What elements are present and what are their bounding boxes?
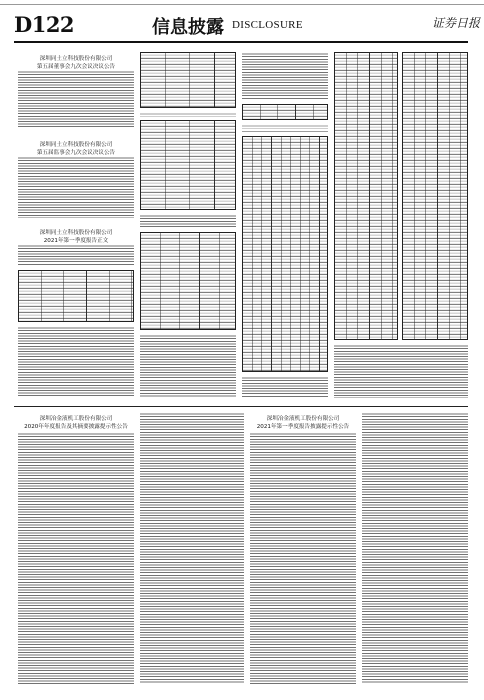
notice-header: [18, 138, 134, 156]
masthead-rule: [14, 41, 468, 43]
article-text: [242, 376, 328, 398]
section-title-en: DISCLOSURE: [232, 19, 303, 31]
notice-title: 2020年年度报告及其摘要披露提示性公告: [24, 424, 128, 430]
data-table: [334, 52, 398, 340]
page-number: D122: [14, 12, 75, 37]
article-text: [250, 432, 356, 684]
company-name: 深圳冶金液机工股份有限公司: [266, 416, 340, 422]
company-name: 深圳冶金液机工股份有限公司: [39, 416, 113, 422]
data-table: [402, 52, 468, 340]
article-text: [242, 52, 328, 100]
section-title: 信息披露: [152, 17, 224, 38]
article-text: [18, 244, 134, 266]
article-text: [140, 334, 236, 398]
masthead: [0, 0, 484, 44]
notice-title: 2021年第一季度报告披露提示性公告: [256, 424, 350, 430]
article-text: [18, 432, 134, 684]
article-text: [242, 124, 328, 132]
notice-title: 2021年第一季度报告正文: [43, 238, 109, 244]
data-table: [140, 52, 236, 108]
notice-header: [18, 412, 134, 430]
notice-header: [18, 52, 134, 70]
notice-title: 第五届董事会九次会议决议公告: [36, 64, 116, 70]
data-table: [140, 232, 236, 330]
article-text: [334, 344, 468, 398]
article-text: [140, 214, 236, 228]
company-name: 深圳同土立科技股份有限公司: [39, 230, 113, 236]
company-name: 深圳同土立科技股份有限公司: [39, 142, 113, 148]
notice-title: 第五届监事会九次会议决议公告: [36, 150, 116, 156]
data-table: [140, 120, 236, 210]
article-text: [18, 326, 134, 398]
data-table: [242, 104, 328, 120]
article-text: [140, 112, 236, 118]
article-text: [18, 156, 134, 218]
data-table: [18, 270, 134, 322]
notice-header: [18, 226, 134, 244]
newspaper-logo: 证券日报: [432, 16, 481, 30]
article-text: [18, 70, 134, 128]
section-divider: [14, 406, 468, 407]
company-name: 深圳同土立科技股份有限公司: [39, 56, 113, 62]
article-text: [140, 412, 244, 684]
notice-header: [250, 412, 356, 430]
article-text: [362, 412, 468, 684]
data-table: [242, 136, 328, 372]
